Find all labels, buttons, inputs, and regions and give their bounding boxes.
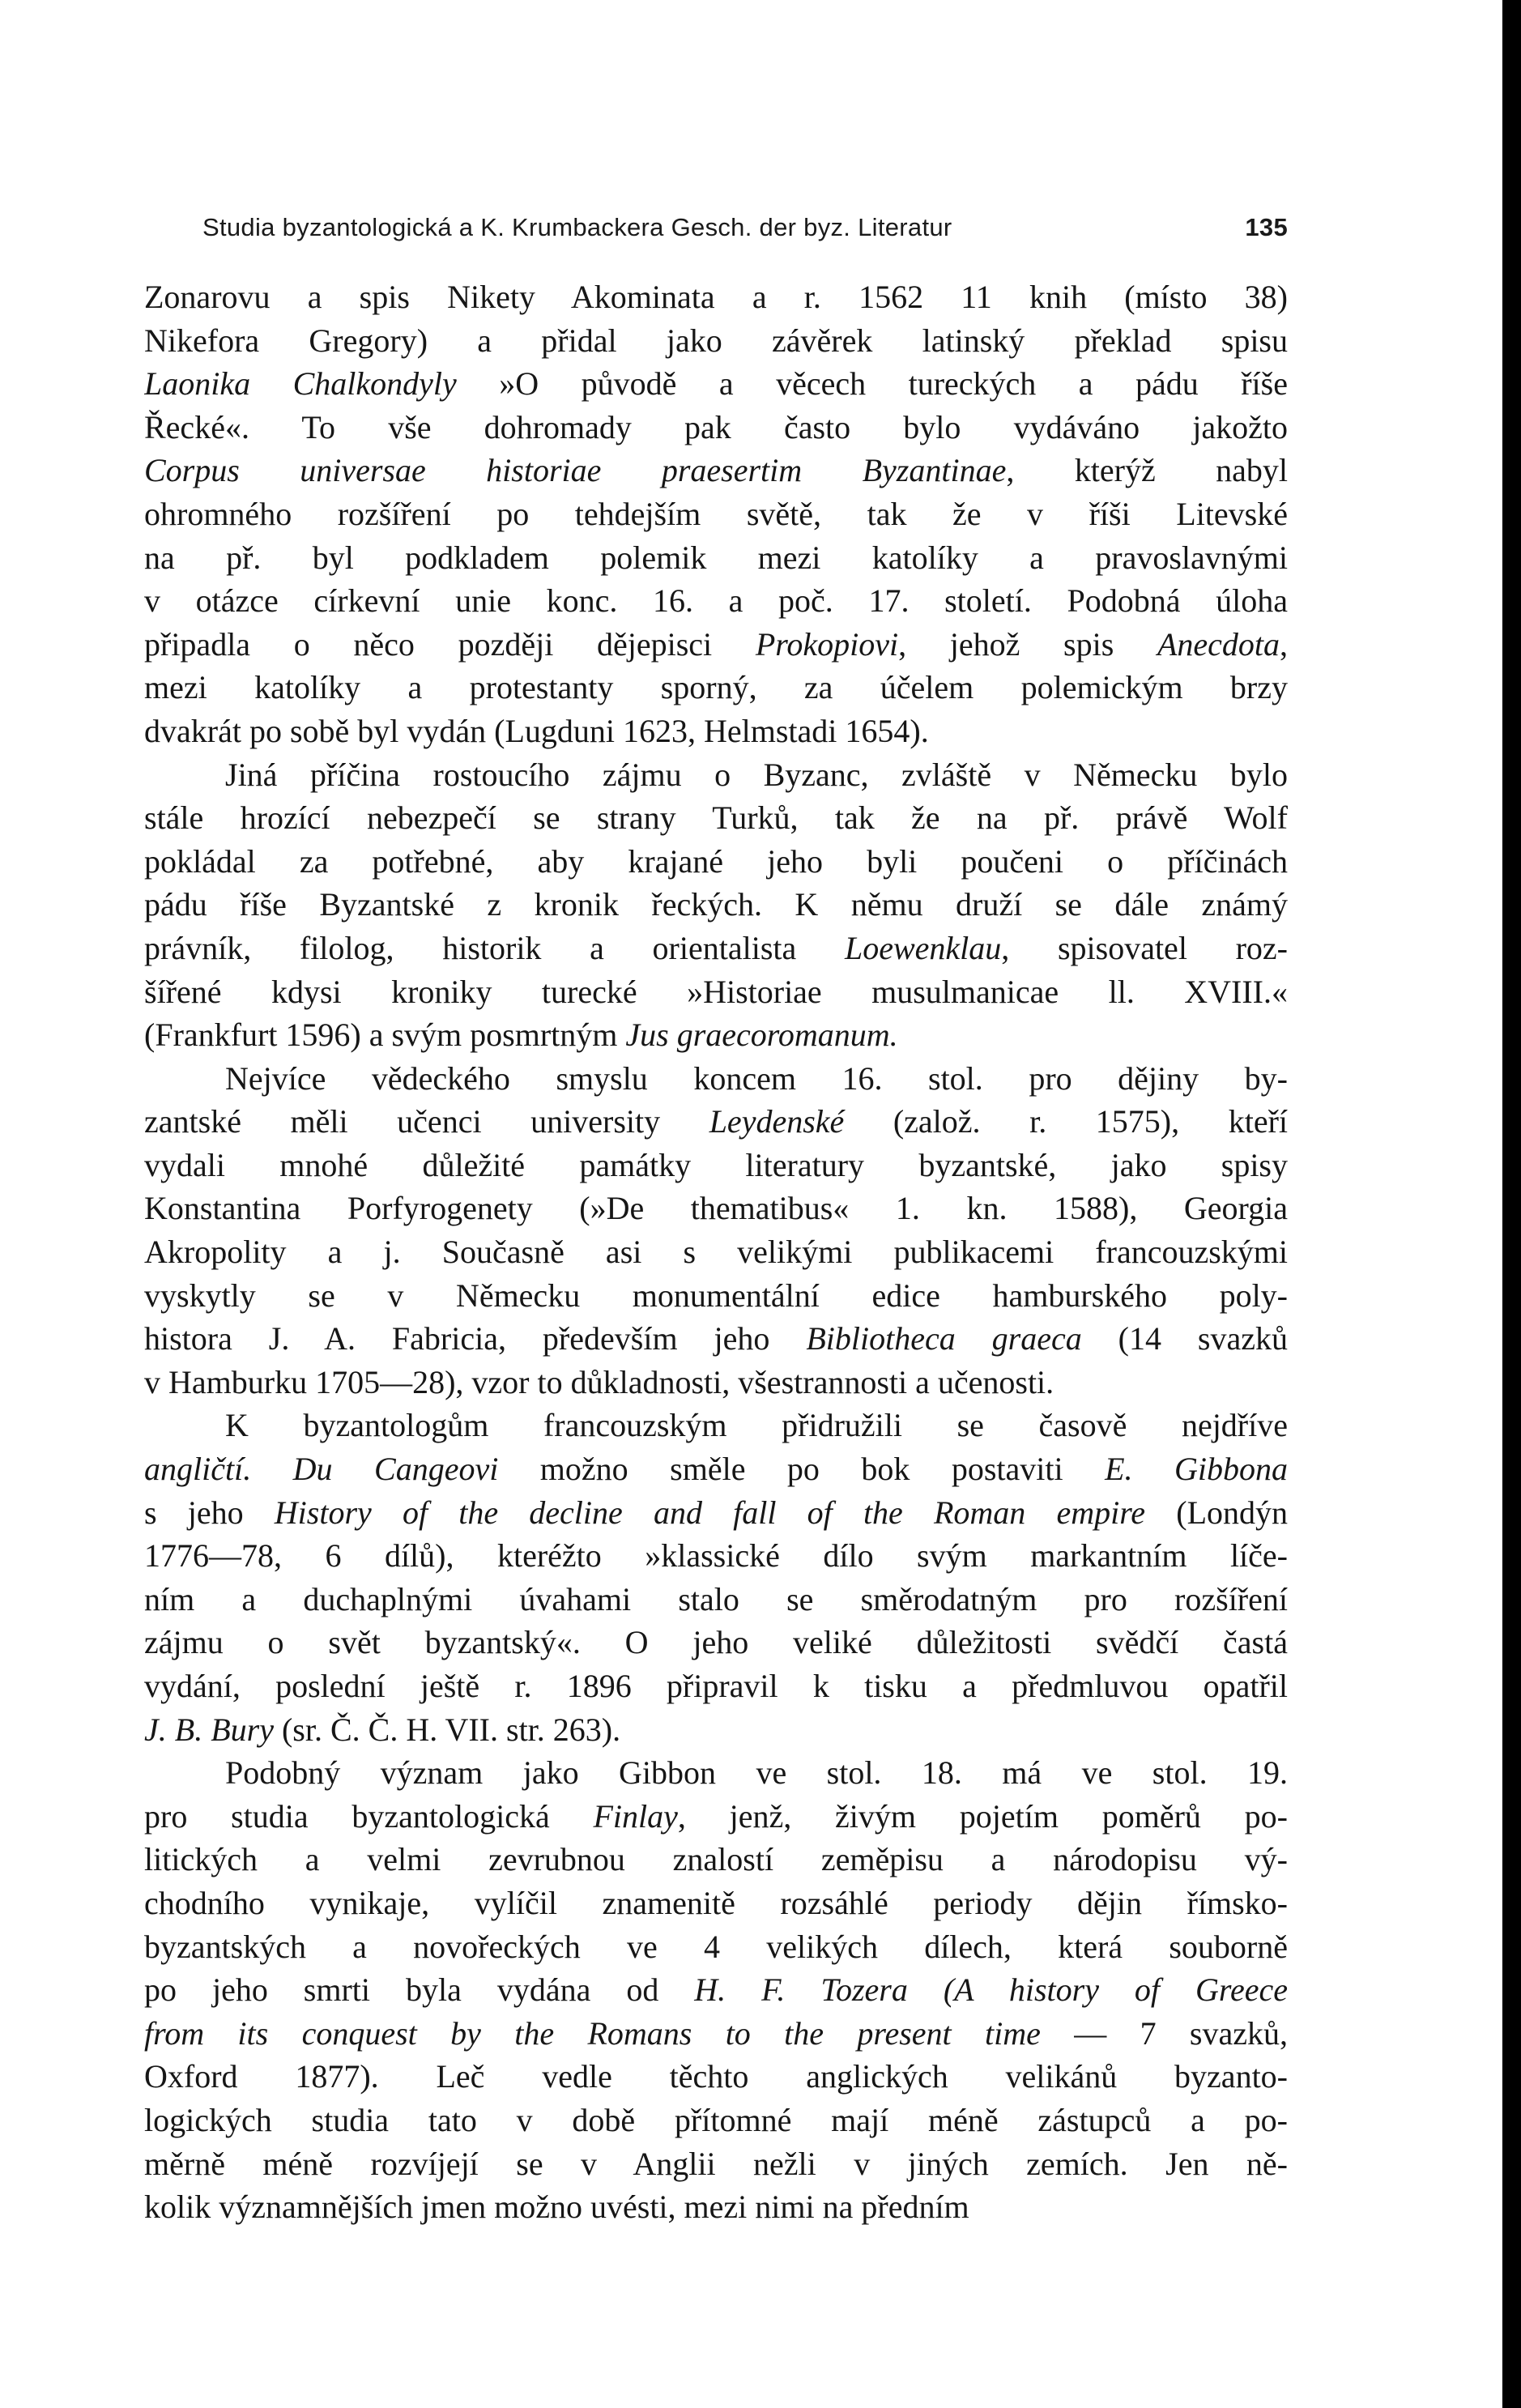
text-line <box>144 1925 1288 1969</box>
italic-text: angličtí. Du Cangeovi <box>144 1451 499 1488</box>
italic-text: History of the decline and fall of the Roman empire <box>274 1494 1146 1531</box>
text-line <box>144 623 1288 667</box>
text-line <box>144 579 1288 623</box>
text-segment: Jiná příčina rostoucího zájmu o Byzanc, zvláště v Německu bylo <box>225 756 1288 793</box>
text-line <box>144 275 1288 319</box>
text-line <box>144 883 1288 927</box>
text-line <box>144 970 1288 1014</box>
text-line <box>144 1100 1288 1144</box>
text-line <box>144 1057 1288 1101</box>
running-title: Studia byzantologická a K. Krumbackera Gesch. der byz. Literatur <box>202 213 952 241</box>
text-segment: šířené kdysi kroniky turecké »Historiae musulmanicae ll. XVIII.« <box>144 973 1288 1010</box>
italic-text: Bibliotheca graeca <box>806 1320 1082 1357</box>
text-segment: Podobný význam jako Gibbon ve stol. 18. má ve stol. 19. <box>225 1754 1288 1792</box>
text-line <box>144 2099 1288 2142</box>
text-line <box>144 796 1288 840</box>
italic-text: Prokopiovi <box>755 625 899 663</box>
text-segment: »O původě a věcech tureckých a pádu říše <box>456 365 1288 403</box>
text-segment: Konstantina Porfyrogenety (»De thematibus« 1. kn. 1588), Georgia <box>144 1190 1288 1227</box>
text-line <box>144 710 1288 753</box>
text-segment: s jeho <box>144 1494 275 1531</box>
text-segment: , <box>1280 625 1288 663</box>
text-line <box>144 1274 1288 1318</box>
italic-text: Loewenklau <box>844 929 1002 966</box>
text-segment: (Londýn <box>1145 1494 1288 1531</box>
text-line <box>144 1795 1288 1839</box>
italic-text: Jus graecoromanum. <box>625 1016 898 1054</box>
text-segment: měrně méně rozvíjejí se v Anglii nežli v jiných zemích. Jen ně- <box>144 2145 1288 2182</box>
text-line <box>144 1144 1288 1187</box>
text-segment: (sr. Č. Č. H. VII. str. 263). <box>273 1711 621 1748</box>
text-line <box>144 406 1288 450</box>
text-segment: pokládal za potřebné, aby krajané jeho byli poučeni o příčinách <box>144 842 1288 880</box>
text-segment: stále hrozící nebezpečí se strany Turků, tak že na př. právě Wolf <box>144 799 1288 837</box>
italic-text: J. B. Bury <box>144 1711 274 1748</box>
text-line <box>144 2055 1288 2099</box>
text-line <box>144 1491 1288 1535</box>
text-segment: byzantských a novořeckých ve 4 velikých dílech, která souborně <box>144 1928 1288 1965</box>
text-line <box>144 1578 1288 1622</box>
text-segment: logických studia tato v době přítomné mají méně zástupců a po- <box>144 2101 1288 2138</box>
text-segment: Nikefora Gregory) a přidal jako závěrek latinský překlad spisu <box>144 322 1288 359</box>
text-segment: chodního vynikaje, vylíčil znamenitě rozsáhlé periody dějin římsko- <box>144 1884 1288 1921</box>
text-segment: litických a velmi zevrubnou znalostí zeměpisu a národopisu vý- <box>144 1841 1288 1878</box>
text-segment: zantské měli učenci university <box>144 1103 709 1140</box>
text-segment: kolik významnějších jmen možno uvésti, mezi nimi na předním <box>144 2189 969 2226</box>
text-segment: vyskytly se v Německu monumentální edice hamburského poly- <box>144 1276 1288 1314</box>
text-line <box>144 2012 1288 2056</box>
text-segment: Zonarovu a spis Nikety Akominata a r. 1562 11 knih (místo 38) <box>144 279 1288 315</box>
text-line <box>144 1968 1288 2012</box>
italic-text: Laonika Chalkondyly <box>144 365 457 403</box>
text-segment: , jehož spis <box>898 625 1157 663</box>
text-segment: (založ. r. 1575), kteří <box>844 1103 1288 1140</box>
text-segment: v Hamburku 1705—28), vzor to důkladnosti, všestrannosti a učenosti. <box>144 1363 1054 1400</box>
text-segment: — 7 svazků, <box>1040 2014 1288 2052</box>
text-line <box>144 753 1288 797</box>
italic-text: Corpus universae historiae praesertim Byzantinae <box>144 452 1007 489</box>
text-line <box>144 2142 1288 2186</box>
text-line <box>144 1230 1288 1274</box>
text-segment: pro studia byzantologická <box>144 1797 594 1835</box>
text-line <box>144 1187 1288 1230</box>
text-line <box>144 1838 1288 1882</box>
italic-text: Finlay <box>593 1797 678 1835</box>
text-segment: , kterýž nabyl <box>1006 452 1288 489</box>
text-segment: možno směle po bok postaviti <box>498 1451 1106 1488</box>
text-segment: zájmu o svět byzantský«. O jeho veliké důležitosti svědčí častá <box>144 1624 1288 1661</box>
italic-text: H. F. Tozera (A history of Greece <box>694 1971 1288 2009</box>
text-segment: , jenž, živým pojetím poměrů po- <box>677 1797 1288 1835</box>
text-segment: Řecké«. To vše dohromady pak často bylo vydáváno jakožto <box>144 408 1288 445</box>
text-segment: pádu říše Byzantské z kronik řeckých. K němu druží se dále známý <box>144 886 1288 923</box>
text-segment: připadla o něco později dějepisci <box>144 625 756 663</box>
text-line <box>144 536 1288 580</box>
text-line <box>144 2185 1288 2229</box>
text-segment: , spisovatel roz- <box>1001 929 1288 966</box>
running-header <box>202 213 1288 242</box>
text-line <box>144 1882 1288 1925</box>
text-segment: Oxford 1877). Leč vedle těchto anglických velikánů byzanto- <box>144 2058 1288 2095</box>
italic-text: from its conquest by the Romans to the present time <box>144 2014 1041 2052</box>
text-segment: ohromného rozšíření po tehdejším světě, tak že v říši Litevské <box>144 495 1288 532</box>
text-line <box>144 492 1288 536</box>
text-line <box>144 1404 1288 1447</box>
text-segment: právník, filolog, historik a orientalista <box>144 929 845 966</box>
text-line <box>144 1708 1288 1752</box>
text-line <box>144 666 1288 710</box>
text-line <box>144 362 1288 406</box>
text-segment: Nejvíce vědeckého smyslu koncem 16. stol. pro dějiny by- <box>225 1059 1288 1097</box>
italic-text: Leydenské <box>709 1103 845 1140</box>
text-segment: dvakrát po sobě byl vydán (Lugduni 1623, Helmstadi 1654). <box>144 712 929 749</box>
text-segment: mezi katolíky a protestanty sporný, za účelem polemickým brzy <box>144 669 1288 706</box>
text-line <box>144 449 1288 492</box>
italic-text: E. Gibbona <box>1105 1451 1288 1488</box>
text-segment: na př. byl podkladem polemik mezi katolíky a pravoslavnými <box>144 539 1288 576</box>
text-segment: K byzantologům francouzským přidružili se časově nejdříve <box>225 1407 1288 1444</box>
text-line <box>144 1534 1288 1578</box>
text-segment: (14 svazků <box>1081 1320 1288 1357</box>
text-segment: vydali mnohé důležité památky literatury byzantské, jako spisy <box>144 1146 1288 1183</box>
text-segment: Akropolity a j. Současně asi s velikými publikacemi francouzskými <box>144 1234 1288 1271</box>
body-text <box>144 275 1288 2229</box>
text-segment: ním a duchaplnými úvahami stalo se směrodatným pro rozšíření <box>144 1580 1288 1617</box>
text-segment: v otázce církevní unie konc. 16. a poč. 17. století. Podobná úloha <box>144 582 1288 620</box>
text-segment: (Frankfurt 1596) a svým posmrtným <box>144 1016 626 1054</box>
text-line <box>144 1317 1288 1361</box>
text-line <box>144 1664 1288 1708</box>
text-line <box>144 927 1288 970</box>
text-line <box>144 840 1288 884</box>
text-segment: 1776—78, 6 dílů), kteréžto »klassické dílo svým markantním líče- <box>144 1537 1288 1575</box>
text-line <box>144 1013 1288 1057</box>
text-line <box>144 319 1288 363</box>
text-line <box>144 1361 1288 1404</box>
page-number: 135 <box>1245 213 1288 241</box>
italic-text: Anecdota <box>1157 625 1280 663</box>
text-line <box>144 1751 1288 1795</box>
text-segment: po jeho smrti byla vydána od <box>144 1971 695 2009</box>
text-line <box>144 1447 1288 1491</box>
text-segment: histora J. A. Fabricia, především jeho <box>144 1320 807 1357</box>
text-segment: vydání, poslední ještě r. 1896 připravil k tisku a předmluvou opatřil <box>144 1668 1288 1704</box>
text-line <box>144 1621 1288 1664</box>
